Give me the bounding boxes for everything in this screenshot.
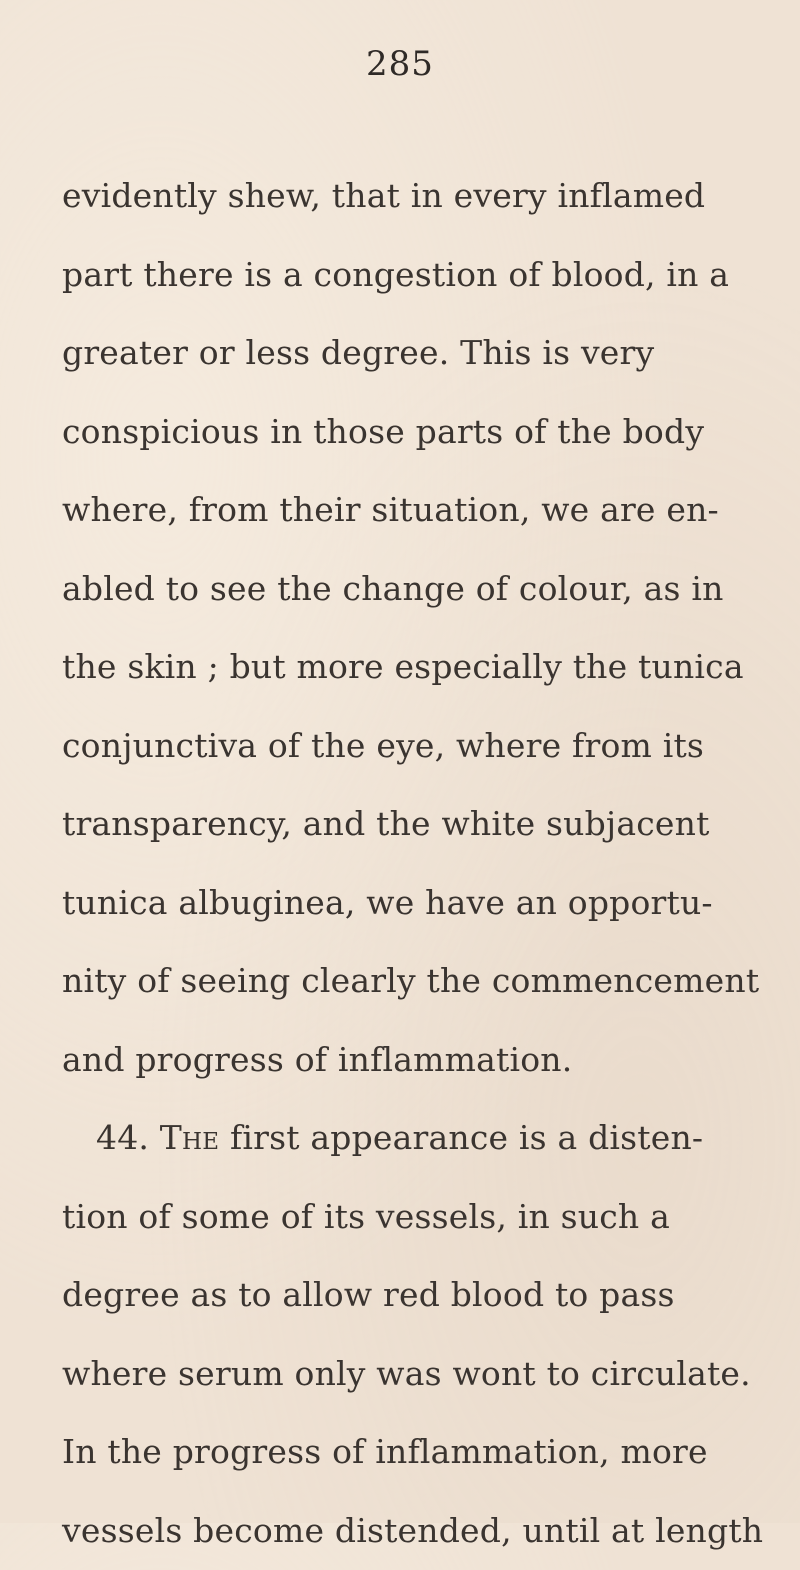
text-line: nity of seeing clearly the commencement (62, 942, 654, 1021)
text-line: tion of some of its vessels, in such a (62, 1178, 654, 1257)
text-line: greater or less degree. This is very (62, 314, 654, 393)
text-line: tunica albuginea, we have an opportu- (62, 864, 654, 943)
body-text (62, 157, 654, 1570)
paragraph-start-line (62, 1099, 654, 1178)
text-line: where serum only was wont to circulate. (62, 1335, 654, 1414)
text-line: conspicious in those parts of the body (62, 393, 654, 472)
text-line: vessels become distended, until at length (62, 1492, 654, 1570)
page-number: 285 (0, 44, 800, 84)
text-line: degree as to allow red blood to pass (62, 1256, 654, 1335)
text-fragment: first appearance is a disten- (230, 1118, 703, 1157)
text-line: the skin ; but more especially the tunica (62, 628, 654, 707)
text-line: conjunctiva of the eye, where from its (62, 707, 654, 786)
text-line: where, from their situation, we are en- (62, 471, 654, 550)
text-line: and progress of inflammation. (62, 1021, 654, 1100)
text-line: evidently shew, that in every inflamed (62, 157, 654, 236)
text-line: part there is a congestion of blood, in a (62, 236, 654, 315)
small-caps-word: The (160, 1118, 219, 1157)
text-line: transparency, and the white subjacent (62, 785, 654, 864)
section-number: 44. (96, 1118, 149, 1157)
text-line: abled to see the change of colour, as in (62, 550, 654, 629)
text-line: In the progress of inflammation, more (62, 1413, 654, 1492)
